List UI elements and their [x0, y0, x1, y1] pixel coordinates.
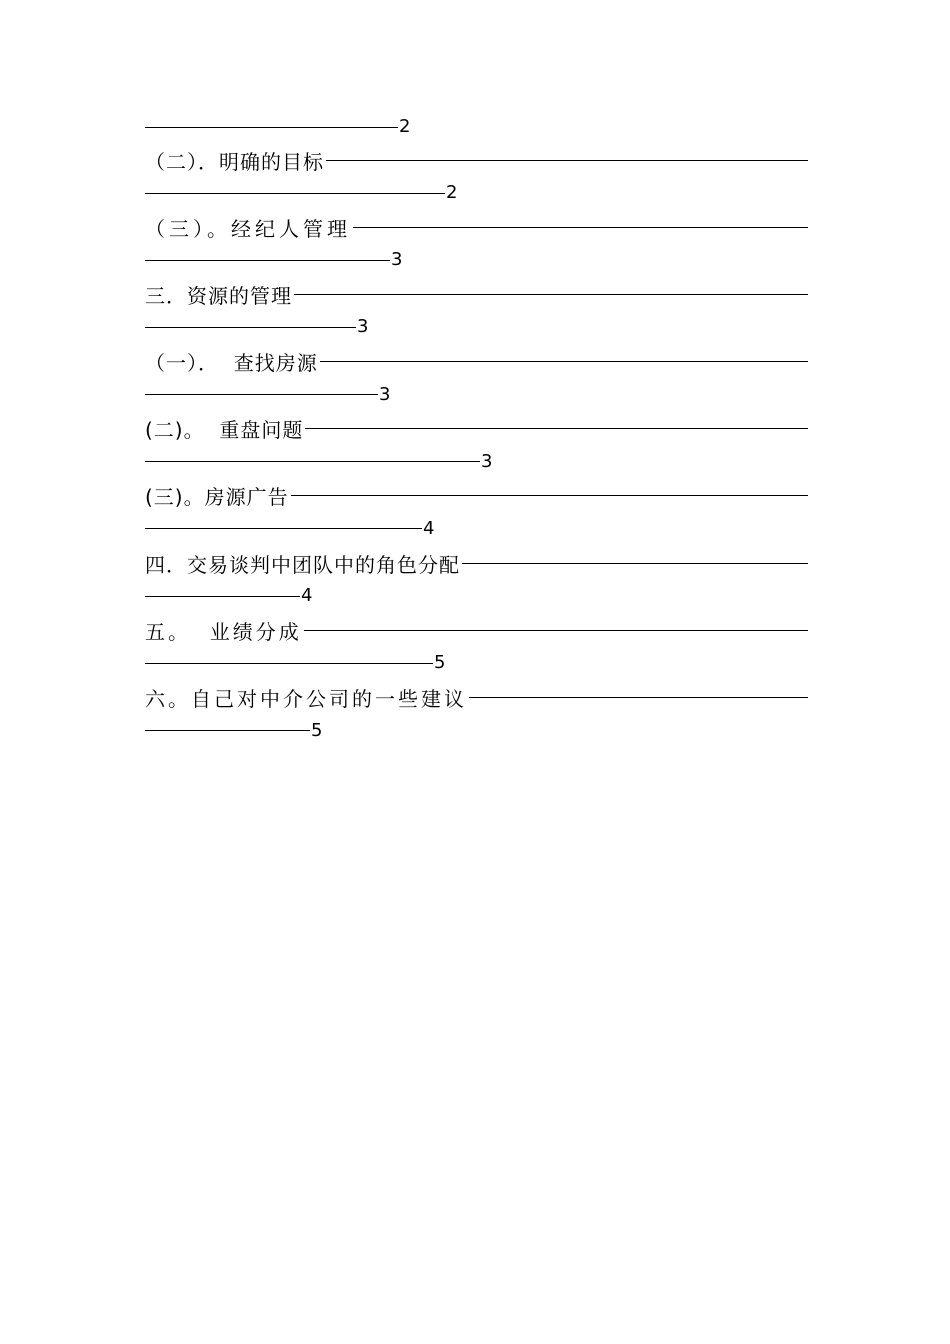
toc-page-number: 2	[399, 116, 411, 137]
toc-page-number: 4	[301, 585, 313, 607]
toc-leader	[305, 428, 808, 429]
toc-page-number: 3	[481, 450, 493, 472]
toc-entry-title: (三)。房源广告	[145, 485, 289, 510]
toc-page-number: 5	[311, 719, 323, 741]
toc-page-number: 2	[446, 182, 458, 203]
toc-leader	[353, 227, 808, 228]
toc-page-number: 3	[357, 316, 369, 338]
toc-leader	[320, 361, 808, 362]
toc-entry[interactable]	[145, 414, 810, 481]
toc-leader	[145, 596, 300, 597]
toc-entry-title: (二)。 重盘问题	[145, 418, 304, 443]
toc-leader	[469, 697, 808, 698]
toc-leader	[145, 461, 480, 462]
toc-page-number: 4	[423, 517, 435, 539]
toc-leader	[145, 327, 356, 328]
toc-leader	[145, 193, 445, 194]
toc-entry[interactable]	[145, 347, 810, 414]
toc-entry[interactable]	[145, 548, 810, 615]
toc-entry-title: 五。 业绩分成	[145, 619, 302, 644]
toc-leader	[145, 730, 310, 731]
toc-continuation	[145, 112, 810, 145]
toc-page-number: 3	[379, 383, 391, 405]
toc-leader	[326, 160, 808, 161]
toc-entry-title: 四．交易谈判中团队中的角色分配	[145, 552, 460, 577]
toc-entry-title: 六。自己对中介公司的一些建议	[145, 687, 467, 711]
toc-entry-title: 三．资源的管理	[145, 283, 292, 308]
toc-leader	[145, 663, 433, 664]
toc-leader	[145, 260, 390, 261]
toc-entry-title: （一）． 查找房源	[145, 351, 318, 376]
toc-entry[interactable]	[145, 145, 810, 212]
toc-entry-title: （二）．明确的目标	[145, 149, 324, 174]
toc-entry[interactable]	[145, 481, 810, 548]
toc-leader	[145, 127, 398, 128]
toc-leader	[145, 528, 422, 529]
toc-entry[interactable]	[145, 683, 810, 750]
toc-entry[interactable]	[145, 279, 810, 346]
toc-entry[interactable]	[145, 212, 810, 279]
toc-entry[interactable]	[145, 615, 810, 682]
toc-leader	[462, 563, 808, 564]
toc-leader	[294, 294, 808, 295]
toc-page-number: 5	[434, 652, 446, 674]
toc-leader	[145, 394, 378, 395]
toc-leader	[291, 495, 808, 496]
toc-entry-title: （三）。经纪人管理	[145, 216, 351, 241]
toc-leader	[304, 630, 808, 631]
table-of-contents	[145, 112, 810, 750]
toc-page-number: 3	[391, 249, 403, 271]
